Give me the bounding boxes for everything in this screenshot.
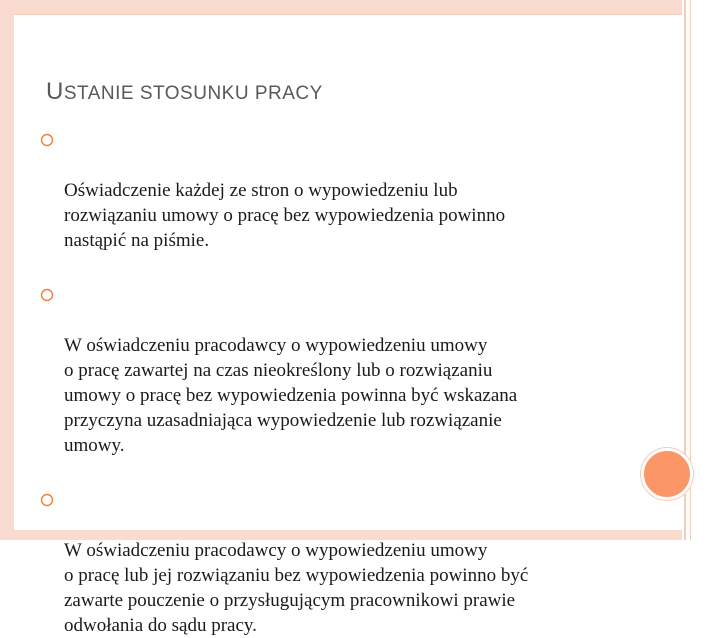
circle-bullet-icon — [40, 133, 54, 147]
right-rule-thin — [690, 0, 691, 540]
list-item — [36, 128, 636, 253]
slide-title — [46, 78, 323, 106]
bullet-text: W oświadczeniu pracodawcy o wypowiedzeniu umowy o pracę zawartej na czas nieokreślony lub o rozwiązaniu umowy o pracę bez wypowiedzenia powinna być wskazana przyczyna uzasadniająca wypowiedzenie lub rozwiązanie umowy. — [64, 335, 518, 456]
list-item — [36, 488, 636, 638]
list-item — [36, 283, 636, 458]
title-initial: U — [46, 78, 64, 105]
circle-bullet-icon — [40, 493, 54, 507]
bullet-text: Oświadczenie każdej ze stron o wypowiedzeniu lub rozwiązaniu umowy o pracę bez wypowiedzenia powinno nastąpić na piśmie. — [64, 180, 506, 251]
title-rest: STANIE STOSUNKU PRACY — [63, 83, 323, 104]
circle-bullet-icon — [40, 288, 54, 302]
bullet-text: W oświadczeniu pracodawcy o wypowiedzeniu umowy o pracę lub jej rozwiązaniu bez wypowiedzenia powinno być zawarte pouczenie o przysługującym pracownikowi prawie odwołania do sądu pracy. — [64, 540, 529, 636]
bullet-list — [36, 128, 636, 638]
frame-rule — [14, 14, 684, 15]
accent-circle-decoration — [641, 448, 693, 500]
